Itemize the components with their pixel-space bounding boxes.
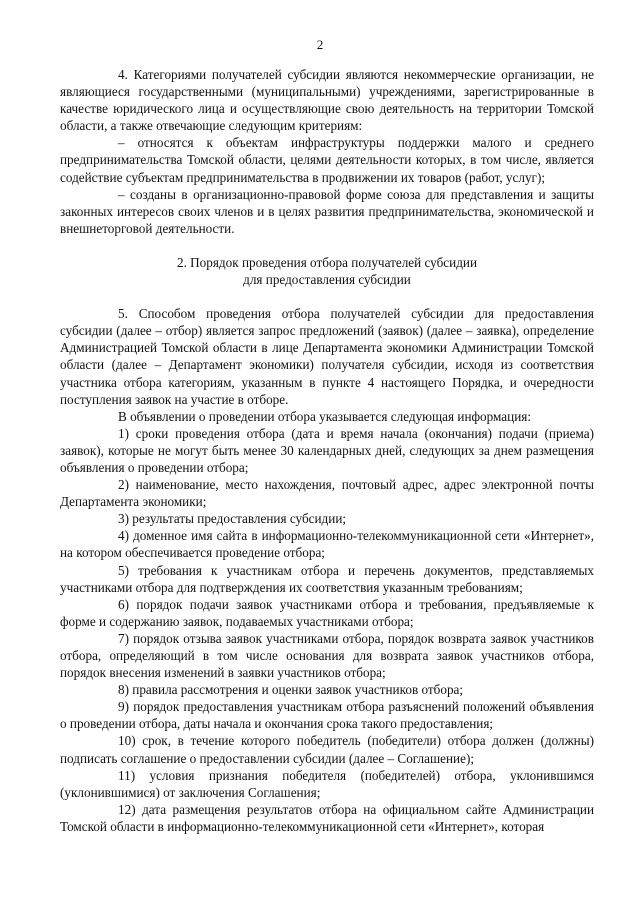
page-number: 2 (316, 37, 324, 52)
paragraph: 5. Способом проведения отбора получателей субсидии для предоставления субсидии (далее – отбор) является запрос предложений (заявок) (далее – заявка), определение Администрацией Томской области в лице Департамента экономики Администрации Томской области (далее – Департамент экономики) получателя субсидии, исходя из соответствия участника отбора категориям, указанным в пункте 4 настоящего Порядка, и очередности поступления заявок на участие в отборе. (60, 306, 594, 407)
list-item: 9) порядок предоставления участникам отбора разъяснений положений объявления о проведении отбора, даты начала и окончания срока такого предоставления; (60, 699, 594, 732)
list-item: 8) правила рассмотрения и оценки заявок участников отбора; (118, 682, 464, 698)
section-heading (60, 254, 594, 288)
list-item: 4) доменное имя сайта в информационно-телекоммуникационной сети «Интернет», на котором обеспечивается проведение отбора; (60, 528, 594, 561)
section-heading-line: 2. Порядок проведения отбора получателей субсидии (176, 254, 478, 270)
list-item: 3) результаты предоставления субсидии; (118, 511, 347, 527)
section-heading-line: для предоставления субсидии (243, 272, 411, 288)
list-item: 11) условия признания победителя (победителей) отбора, уклонившимся (уклонившимися) от заключения Соглашения; (60, 767, 594, 800)
list-item: 12) дата размещения результатов отбора на официальном сайте Администрации Томской области в информационно-телекоммуникационной сети «Интернет», которая (60, 801, 594, 834)
list-item: – созданы в организационно-правовой форме союза для представления и защиты законных интересов своих членов и в целях развития предпринимательства, экономической и внешнеторговой деятельности. (60, 186, 594, 236)
paragraph: 4. Категориями получателей субсидии являются некоммерческие организации, не являющиеся государственными (муниципальными) учреждениями, зарегистрированные в качестве юридического лица и осуществляющие свою деятельность на территории Томской области, а также отвечающие следующим критериям: (60, 67, 594, 134)
list-item: 2) наименование, место нахождения, почтовый адрес, адрес электронной почты Департамента экономики; (60, 477, 594, 510)
list-item: 6) порядок подачи заявок участниками отбора и требования, предъявляемые к форме и содержанию заявок, подаваемых участниками отбора; (60, 596, 594, 629)
document-body (60, 66, 594, 835)
list-item: 10) срок, в течение которого победитель (победители) отбора должен (должны) подписать соглашение о предоставлении субсидии (далее – Соглашение); (60, 733, 594, 766)
list-item: 7) порядок отзыва заявок участниками отбора, порядок возврата заявок участников отбора, определяющий в том числе основания для возврата заявок участников отбора, порядок внесения изменений в заявки участников отбора; (60, 630, 594, 681)
paragraph: В объявлении о проведении отбора указывается следующая информация: (118, 408, 531, 424)
list-item: – относятся к объектам инфраструктуры поддержки малого и среднего предпринимательства Томской области, целями деятельности которых, в том числе, является содействие субъектам предпринимательства в продвижении их товаров (работ, услуг); (60, 135, 594, 185)
list-item: 1) сроки проведения отбора (дата и время начала (окончания) подачи (приема) заявок), которые не могут быть менее 30 календарных дней, следующих за днем размещения объявления о проведении отбора; (60, 425, 594, 475)
list-item: 5) требования к участникам отбора и перечень документов, представляемых участниками отбора для подтверждения их соответствия указанным требованиям; (60, 562, 594, 595)
